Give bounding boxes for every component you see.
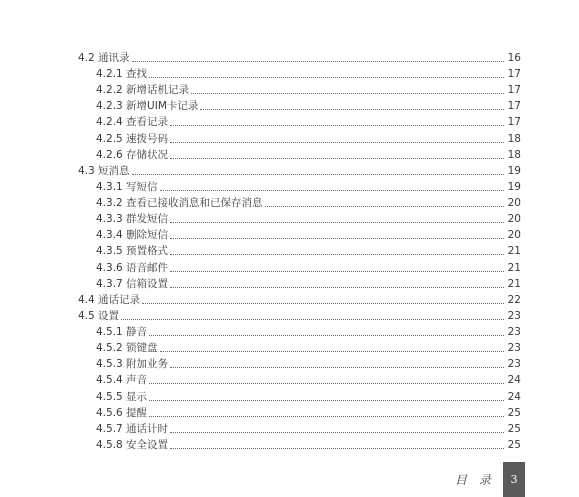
toc-entry-page: 21 bbox=[507, 261, 521, 274]
toc-entry[interactable] bbox=[96, 112, 521, 128]
toc-leader-dots bbox=[149, 400, 504, 401]
toc-entry[interactable] bbox=[96, 274, 521, 290]
toc-entry-label: 4.2.6 存储状况 bbox=[96, 148, 169, 161]
toc-entry-page: 21 bbox=[507, 277, 521, 290]
toc-entry[interactable] bbox=[96, 322, 521, 338]
toc-entry[interactable] bbox=[96, 387, 521, 403]
toc-entry[interactable] bbox=[96, 258, 521, 274]
toc-entry-page: 17 bbox=[507, 116, 521, 129]
toc-entry-label: 4.2.3 新增UIM卡记录 bbox=[96, 100, 199, 113]
toc-entry[interactable] bbox=[96, 80, 521, 96]
toc-leader-dots bbox=[132, 61, 504, 62]
toc-leader-dots bbox=[170, 287, 504, 288]
toc-leader-dots bbox=[170, 142, 504, 143]
toc-leader-dots bbox=[132, 174, 504, 175]
toc-leader-dots bbox=[170, 158, 504, 159]
toc-entry-label: 4.5.1 静音 bbox=[96, 326, 148, 339]
toc-entry-label: 4.3.7 信箱设置 bbox=[96, 277, 169, 290]
toc-entry[interactable] bbox=[96, 129, 521, 145]
toc-entry[interactable] bbox=[96, 209, 521, 225]
toc-entry[interactable] bbox=[96, 177, 521, 193]
toc-entry-label: 4.3.5 预置格式 bbox=[96, 245, 169, 258]
page-number-tab bbox=[503, 462, 525, 497]
toc-entry-label: 4.2.4 查看记录 bbox=[96, 116, 169, 129]
toc-entry-page: 23 bbox=[507, 342, 521, 355]
toc-entry-page: 21 bbox=[507, 245, 521, 258]
toc-entry-page: 23 bbox=[507, 358, 521, 371]
toc-entry-page: 18 bbox=[507, 148, 521, 161]
toc-leader-dots bbox=[170, 271, 504, 272]
toc-entry-page: 16 bbox=[507, 52, 521, 64]
toc-entry-page: 19 bbox=[507, 180, 521, 193]
toc-entry-page: 20 bbox=[507, 213, 521, 226]
toc-entry-label: 4.5.5 显示 bbox=[96, 390, 148, 403]
toc-entry-label: 4.2 通讯录 bbox=[78, 52, 130, 64]
toc-entry-page: 23 bbox=[507, 326, 521, 339]
toc-entry-label: 4.3.3 群发短信 bbox=[96, 213, 169, 226]
toc-entry-label: 4.5.7 通话计时 bbox=[96, 422, 169, 435]
toc-leader-dots bbox=[170, 238, 504, 239]
toc-entry-label: 4.3.4 删除短信 bbox=[96, 229, 169, 242]
toc-entry[interactable] bbox=[96, 419, 521, 435]
toc-entry-label: 4.2.5 速拨号码 bbox=[96, 132, 169, 145]
toc-entry[interactable] bbox=[78, 161, 521, 177]
toc-entry[interactable] bbox=[78, 306, 521, 322]
toc-entry-label: 4.3 短消息 bbox=[78, 164, 130, 177]
toc-entry-label: 4.4 通话记录 bbox=[78, 293, 141, 306]
toc-entry-label: 4.5.6 提醒 bbox=[96, 406, 148, 419]
toc-entry[interactable] bbox=[96, 354, 521, 370]
toc-leader-dots bbox=[149, 77, 504, 78]
toc-entry-label: 4.5.3 附加业务 bbox=[96, 358, 169, 371]
toc-entry-label: 4.3.6 语音邮件 bbox=[96, 261, 169, 274]
toc-entry-page: 25 bbox=[507, 406, 521, 419]
toc-entry[interactable] bbox=[96, 225, 521, 241]
toc-entry[interactable] bbox=[78, 48, 521, 64]
toc-leader-dots bbox=[142, 303, 504, 304]
toc-entry-page: 24 bbox=[507, 390, 521, 403]
toc-entry[interactable] bbox=[96, 145, 521, 161]
toc-entry-page: 25 bbox=[507, 438, 521, 451]
toc-entry[interactable] bbox=[96, 193, 521, 209]
toc-entry-page: 17 bbox=[507, 68, 521, 81]
toc-entry-page: 20 bbox=[507, 197, 521, 210]
toc-entry[interactable] bbox=[96, 338, 521, 354]
toc-leader-dots bbox=[170, 448, 504, 449]
toc-entry[interactable] bbox=[96, 435, 521, 451]
toc-leader-dots bbox=[265, 206, 504, 207]
toc-entry-label: 4.5.4 声音 bbox=[96, 374, 148, 387]
toc-entry[interactable] bbox=[96, 96, 521, 112]
toc-leader-dots bbox=[170, 367, 504, 368]
toc-leader-dots bbox=[121, 319, 504, 320]
toc-entry-label: 4.3.2 查看已接收消息和已保存消息 bbox=[96, 197, 263, 210]
toc-entry-page: 20 bbox=[507, 229, 521, 242]
toc-entry-page: 23 bbox=[507, 309, 521, 322]
toc-entry-page: 17 bbox=[507, 84, 521, 97]
toc-entry-label: 4.2.2 新增话机记录 bbox=[96, 84, 190, 97]
toc-entry-label: 4.5.2 锁键盘 bbox=[96, 342, 158, 355]
toc-leader-dots bbox=[170, 432, 504, 433]
toc-entry-label: 4.5 设置 bbox=[78, 309, 120, 322]
toc-leader-dots bbox=[191, 93, 504, 94]
toc-leader-dots bbox=[170, 254, 504, 255]
toc-entry-page: 25 bbox=[507, 422, 521, 435]
toc-entry[interactable] bbox=[96, 370, 521, 386]
toc-leader-dots bbox=[160, 190, 504, 191]
toc-entry-label: 4.5.8 安全设置 bbox=[96, 438, 169, 451]
toc-entry-page: 22 bbox=[507, 293, 521, 306]
toc-entry-label: 4.2.1 查找 bbox=[96, 68, 148, 81]
toc-leader-dots bbox=[149, 416, 504, 417]
toc-entry[interactable] bbox=[96, 64, 521, 80]
toc-entry-label: 4.3.1 写短信 bbox=[96, 180, 158, 193]
toc-leader-dots bbox=[170, 125, 504, 126]
page-number: 3 bbox=[510, 473, 518, 486]
footer-section-label: 目 录 bbox=[455, 473, 495, 487]
toc-entry[interactable] bbox=[96, 241, 521, 257]
toc-leader-dots bbox=[200, 109, 504, 110]
toc-leader-dots bbox=[149, 335, 504, 336]
toc-entry-page: 17 bbox=[507, 100, 521, 113]
toc-entry[interactable] bbox=[78, 290, 521, 306]
toc-leader-dots bbox=[160, 351, 504, 352]
toc-entry[interactable] bbox=[96, 403, 521, 419]
toc-leader-dots bbox=[149, 383, 504, 384]
toc-leader-dots bbox=[170, 222, 504, 223]
toc-entry-page: 18 bbox=[507, 132, 521, 145]
toc-entry-page: 19 bbox=[507, 164, 521, 177]
toc-entry-page: 24 bbox=[507, 374, 521, 387]
